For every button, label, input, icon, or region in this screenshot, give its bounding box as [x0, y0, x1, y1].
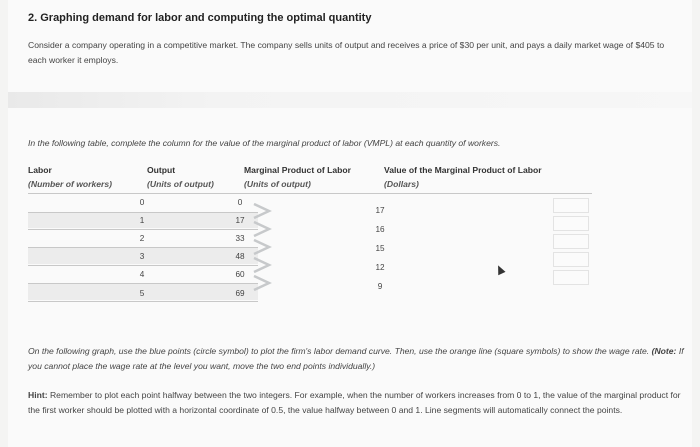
- labor-cell: 5: [139, 289, 145, 298]
- labor-cell: 3: [139, 252, 145, 261]
- output-cell: 33: [235, 234, 245, 243]
- chevron-right-icon: [252, 275, 272, 291]
- mpl-cell: 12: [375, 263, 385, 272]
- output-cell: 69: [235, 289, 245, 298]
- row-rule: [28, 265, 258, 266]
- labor-cell: 4: [139, 270, 145, 279]
- mpl-cell: 15: [375, 244, 385, 253]
- row-rule: [28, 229, 258, 230]
- chevron-right-icon: [252, 257, 272, 273]
- row-rule: [28, 212, 258, 213]
- header-mpl: Marginal Product of Labor: [244, 165, 351, 175]
- vmpl-input[interactable]: [553, 270, 589, 285]
- row-rule: [28, 301, 258, 302]
- output-cell: 17: [235, 216, 245, 225]
- header-output-sub: (Units of output): [147, 179, 214, 189]
- output-cell: 60: [235, 270, 245, 279]
- intro-paragraph: Consider a company operating in a competitive market. The company sells units of output and receives a price of $30 per unit, and pays a daily market wage of $405 to each worker it employs.: [28, 40, 665, 65]
- mpl-cell: 9: [377, 282, 383, 291]
- mouse-cursor-icon: [494, 264, 505, 276]
- row-rule: [28, 283, 258, 284]
- table-header-rule: [28, 193, 592, 194]
- labor-cell: 1: [139, 216, 145, 225]
- divider-band: [8, 92, 692, 108]
- mpl-cell: 16: [375, 225, 385, 234]
- labor-cell: 2: [139, 234, 145, 243]
- header-vmpl: Value of the Marginal Product of Labor: [384, 165, 542, 175]
- vmpl-input[interactable]: [553, 252, 589, 267]
- header-labor: Labor: [28, 165, 52, 175]
- header-labor-sub: (Number of workers): [28, 179, 113, 189]
- header-output: Output: [147, 165, 176, 175]
- labor-cell: 0: [139, 198, 145, 207]
- section-title: 2. Graphing demand for labor and computing the optimal quantity: [28, 12, 372, 24]
- chevron-right-icon: [252, 239, 272, 255]
- output-cell: 0: [237, 198, 243, 207]
- question-card: [8, 0, 692, 447]
- header-vmpl-sub: (Dollars): [384, 179, 419, 189]
- chevron-right-icon: [252, 203, 272, 219]
- mpl-cell: 17: [375, 206, 385, 215]
- hint-paragraph: Hint: Remember to plot each point halfway between the two integers. For example, when the number of workers increases from 0 to 1, the value of the marginal product for the first worker should be plotted with a horizontal coordinate of 0.5, the value halfway between 0 and 1. Line segments will automatically connect the points.: [28, 390, 681, 415]
- output-cell: 48: [235, 252, 245, 261]
- table-instruction: In the following table, complete the column for the value of the marginal product of labor (VMPL) at each quantity of workers.: [28, 138, 501, 148]
- vmpl-input[interactable]: [553, 234, 589, 249]
- chevron-right-icon: [252, 221, 272, 237]
- header-mpl-sub: (Units of output): [244, 179, 311, 189]
- vmpl-input[interactable]: [553, 198, 589, 213]
- row-rule: [28, 247, 258, 248]
- graph-instruction: On the following graph, use the blue points (circle symbol) to plot the firm's labor demand curve. Then, use the orange line (square symbols) to show the wage rate. (Note: If you cannot place the wage rate at the level you want, move the two end points individually.): [28, 346, 684, 371]
- vmpl-input[interactable]: [553, 216, 589, 231]
